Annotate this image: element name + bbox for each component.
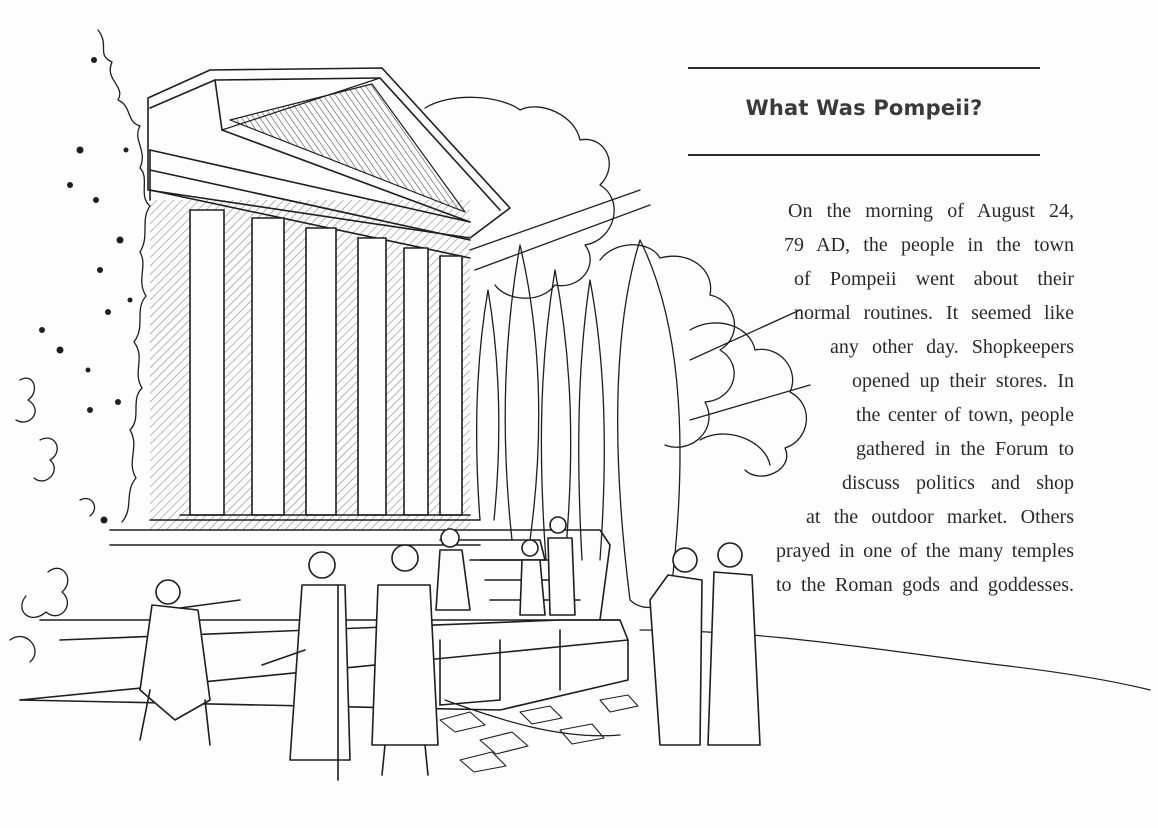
paragraph-line: 79 AD, the people in the town [784,234,1074,256]
figure-flute-player [140,580,240,745]
paragraph-line: opened up their stores. In [852,370,1074,392]
figure-bearded-man [372,545,438,775]
paragraph-line: any other day. Shopkeepers [830,336,1074,358]
figure-woman-left [650,548,702,745]
paragraph-line: discuss politics and shop [842,472,1074,494]
paragraph-line: at the outdoor market. Others [806,506,1074,528]
paragraph-line: prayed in one of the many temples [776,540,1074,562]
paragraph-line: to the Roman gods and goddesses. [776,574,1074,596]
paragraph-line: gathered in the Forum to [856,438,1074,460]
paragraph-line: On the morning of August 24, [788,200,1074,222]
figure-woman-right [708,543,760,745]
paving-stones [440,695,638,772]
paragraph-line: normal routines. It seemed like [794,302,1074,324]
heading-rule-top [688,67,1040,69]
leaf-flecks [39,57,133,524]
paragraph-line: of Pompeii went about their [794,268,1074,290]
figure-man-with-staff [262,552,350,780]
section-heading: What Was Pompeii? [745,96,983,120]
heading-rule-bottom [688,154,1040,156]
paragraph-line: the center of town, people [856,404,1074,426]
temple-colonnade [150,200,480,530]
foliage-drawing [10,30,150,662]
